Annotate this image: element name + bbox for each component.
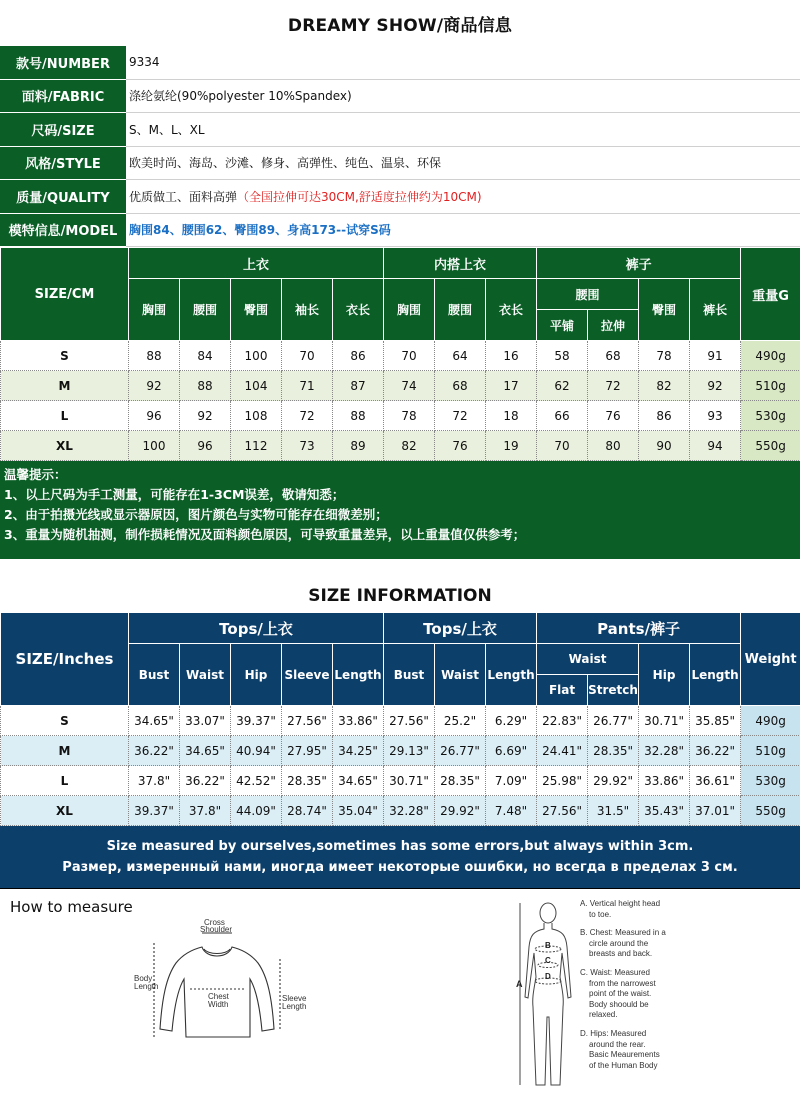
measure-cell: 73 (282, 431, 333, 461)
measure-cell: 27.56" (384, 706, 435, 736)
legend-line: from the narrowest (589, 978, 656, 988)
measure-cell: 27.56" (537, 796, 588, 826)
tips-line: 3、重量为随机抽测，制作损耗情况及面料颜色原因，可导致重量差异，以上重量值仅供参考； (4, 527, 526, 542)
measure-cell: 28.35" (435, 766, 486, 796)
body-letter-c: C (545, 956, 551, 965)
measure-cell: 78 (639, 341, 690, 371)
how-to-measure-title: How to measure (10, 898, 133, 916)
measure-cell: 33.86" (333, 706, 384, 736)
measure-cell: 76 (588, 401, 639, 431)
size-cell: L (1, 766, 129, 796)
measure-cell: 82 (384, 431, 435, 461)
sweater-label-cross: Cross (204, 919, 225, 927)
measure-cell: 58 (537, 341, 588, 371)
group-top-header: 上衣 (129, 248, 384, 279)
weight-cell: 510g (741, 736, 800, 766)
measure-cell: 25.2" (435, 706, 486, 736)
note-en: Size measured by ourselves,sometimes has some errors,but always within 3cm. (106, 839, 694, 854)
col-header: Hip (231, 644, 282, 706)
measure-cell: 34.65" (180, 736, 231, 766)
size-row-l (1, 401, 800, 431)
legend-line: Basic Meaurements (589, 1050, 660, 1060)
info-value: 欧美时尚、海岛、沙滩、修身、高弹性、纯色、温泉、环保 (126, 146, 800, 180)
waist-group-header: 腰围 (537, 279, 639, 310)
size-row-m (1, 371, 800, 401)
size-row-xl (1, 431, 800, 461)
waist-group-header: Waist (537, 644, 639, 675)
measure-cell: 29.92" (435, 796, 486, 826)
measure-cell: 7.48" (486, 796, 537, 826)
measure-cell: 19 (486, 431, 537, 461)
size-cell: L (1, 401, 129, 431)
measure-cell: 100 (129, 431, 180, 461)
measure-cell: 6.29" (486, 706, 537, 736)
legend-item-a (580, 899, 720, 920)
measure-cell: 26.77" (588, 706, 639, 736)
measure-cell: 35.85" (690, 706, 741, 736)
body-letter-d: D (545, 972, 551, 981)
measure-cell: 36.22" (180, 766, 231, 796)
group-inner-header: 内搭上衣 (384, 248, 537, 279)
quality-value: 优质做工、面料高弹 (129, 189, 238, 204)
measure-cell: 71 (282, 371, 333, 401)
info-label: 质量/QUALITY (0, 180, 126, 214)
group-inner-header: Tops/上衣 (384, 613, 537, 644)
col-header: 拉伸 (588, 310, 639, 341)
measure-cell: 35.04" (333, 796, 384, 826)
measure-cell: 93 (690, 401, 741, 431)
measure-cell: 84 (180, 341, 231, 371)
page-title: DREAMY SHOW/商品信息 (287, 15, 513, 36)
sweater-label-body: Body (134, 974, 153, 983)
legend-line: A. Vertical height head (580, 899, 661, 908)
size-row-s (1, 341, 800, 371)
measure-cell: 28.35" (282, 766, 333, 796)
tips-line: 1、以上尺码为手工测量，可能存在1-3CM误差，敬请知悉； (4, 487, 345, 502)
size-row-s (1, 706, 800, 736)
weight-cell: 490g (741, 341, 800, 371)
measure-cell: 70 (384, 341, 435, 371)
size-inch-header: SIZE/Inches (1, 613, 129, 706)
legend-line: C. Waist: Measured (580, 967, 650, 977)
measure-cell: 112 (231, 431, 282, 461)
sweater-label-sleeve-length: Length (282, 1002, 307, 1011)
measure-cell: 30.71" (639, 706, 690, 736)
col-header: Sleeve (282, 644, 333, 706)
weight-cell: 510g (741, 371, 800, 401)
measure-cell: 89 (333, 431, 384, 461)
measure-cell: 96 (129, 401, 180, 431)
size-note (0, 826, 800, 888)
size-cell: S (1, 706, 129, 736)
measure-cell: 37.01" (690, 796, 741, 826)
weight-cell: 550g (741, 796, 800, 826)
measure-cell: 64 (435, 341, 486, 371)
legend-line: to toe. (589, 909, 612, 919)
info-row-style (0, 146, 800, 180)
legend-line: point of the waist. (589, 989, 652, 999)
measure-cell: 78 (384, 401, 435, 431)
measure-cell: 42.52" (231, 766, 282, 796)
measure-cell: 86 (333, 341, 384, 371)
info-row-model (0, 213, 800, 247)
legend-item-b (580, 928, 720, 960)
info-row-quality (0, 180, 800, 214)
measure-cell: 26.77" (435, 736, 486, 766)
inch-size-table (0, 612, 800, 826)
quality-note: （全国拉伸可达30CM,舒适度拉伸约为10CM) (237, 189, 482, 204)
measure-cell: 7.09" (486, 766, 537, 796)
size-cell: XL (1, 796, 129, 826)
measure-cell: 34.25" (333, 736, 384, 766)
measure-cell: 24.41" (537, 736, 588, 766)
measure-cell: 36.22" (690, 736, 741, 766)
info-value: 涤纶氨纶(90%polyester 10%Spandex) (126, 79, 800, 113)
measure-cell: 36.61" (690, 766, 741, 796)
sweater-diagram (132, 919, 322, 1059)
legend-item-d (580, 1029, 720, 1071)
body-letter-b: B (545, 941, 551, 950)
body-diagram (512, 897, 582, 1097)
legend-line: D. Hips: Measured (580, 1028, 647, 1038)
size-cell: XL (1, 431, 129, 461)
tips-line: 2、由于拍摄光线或显示器原因，图片颜色与实物可能存在细微差别； (4, 507, 388, 522)
measure-cell: 27.95" (282, 736, 333, 766)
col-header: 胸围 (129, 279, 180, 341)
measure-cell: 33.86" (639, 766, 690, 796)
size-cell: S (1, 341, 129, 371)
measure-cell: 91 (690, 341, 741, 371)
sweater-label-length: Length (134, 982, 159, 991)
col-header: Flat (537, 675, 588, 706)
sweater-label-shoulder: Shoulder (200, 925, 233, 934)
size-info-title: SIZE INFORMATION (308, 586, 492, 606)
info-row-number (0, 46, 800, 79)
measure-cell: 22.83" (537, 706, 588, 736)
info-label: 模特信息/MODEL (0, 213, 126, 247)
cm-size-table (0, 247, 800, 461)
measure-cell: 39.37" (231, 706, 282, 736)
col-header: 臀围 (231, 279, 282, 341)
col-header: Waist (180, 644, 231, 706)
legend-line: circle around the (589, 938, 649, 948)
product-info-table (0, 46, 800, 247)
col-header: 臀围 (639, 279, 690, 341)
sweater-label-sleeve: Sleeve (282, 994, 307, 1003)
legend-line: B. Chest: Measured in a (580, 928, 666, 938)
info-label: 风格/STYLE (0, 146, 126, 180)
col-header: Stretch (588, 675, 639, 706)
col-header: 腰围 (180, 279, 231, 341)
weight-cell: 530g (741, 401, 800, 431)
measure-cell: 35.43" (639, 796, 690, 826)
col-header: 胸围 (384, 279, 435, 341)
sweater-label-width: Width (208, 1000, 229, 1009)
measure-cell: 34.65" (129, 706, 180, 736)
measure-cell: 44.09" (231, 796, 282, 826)
size-cell: M (1, 371, 129, 401)
measure-cell: 66 (537, 401, 588, 431)
col-header: Waist (435, 644, 486, 706)
measure-cell: 37.8" (180, 796, 231, 826)
col-header: Length (486, 644, 537, 706)
col-header: 衣长 (486, 279, 537, 341)
body-letter-a: A (516, 979, 523, 989)
info-row-fabric (0, 79, 800, 113)
measure-cell: 100 (231, 341, 282, 371)
measure-cell: 34.65" (333, 766, 384, 796)
info-value: S、M、L、XL (126, 113, 800, 147)
measure-cell: 88 (129, 341, 180, 371)
measure-cell: 28.35" (588, 736, 639, 766)
size-row-xl (1, 796, 800, 826)
measure-cell: 25.98" (537, 766, 588, 796)
size-row-l (1, 766, 800, 796)
size-cm-header: SIZE/CM (1, 248, 129, 341)
col-header: Length (333, 644, 384, 706)
measure-cell: 16 (486, 341, 537, 371)
measure-cell: 88 (333, 401, 384, 431)
measure-cell: 68 (588, 341, 639, 371)
weight-cell: 530g (741, 766, 800, 796)
weight-cell: 490g (741, 706, 800, 736)
legend-line: relaxed. (589, 1010, 618, 1020)
col-header: 裤长 (690, 279, 741, 341)
how-to-measure-section (0, 888, 800, 1103)
col-header: 腰围 (435, 279, 486, 341)
info-label: 尺码/SIZE (0, 113, 126, 147)
measure-legend (580, 899, 720, 1071)
col-header: Bust (129, 644, 180, 706)
measure-cell: 37.8" (129, 766, 180, 796)
measure-cell: 82 (639, 371, 690, 401)
measure-cell: 72 (588, 371, 639, 401)
measure-cell: 88 (180, 371, 231, 401)
measure-cell: 28.74" (282, 796, 333, 826)
measure-cell: 36.22" (129, 736, 180, 766)
col-header: Hip (639, 644, 690, 706)
info-value: 9334 (126, 46, 800, 79)
tips-box (0, 461, 800, 559)
measure-cell: 92 (690, 371, 741, 401)
weight-header: 重量G (741, 248, 800, 341)
measure-cell: 104 (231, 371, 282, 401)
measure-cell: 80 (588, 431, 639, 461)
measure-cell: 96 (180, 431, 231, 461)
sweater-label-chest: Chest (208, 992, 229, 1001)
size-row-m (1, 736, 800, 766)
measure-cell: 6.69" (486, 736, 537, 766)
measure-cell: 108 (231, 401, 282, 431)
measure-cell: 76 (435, 431, 486, 461)
measure-cell: 17 (486, 371, 537, 401)
weight-header: Weight (741, 613, 800, 706)
measure-cell: 40.94" (231, 736, 282, 766)
measure-cell: 29.92" (588, 766, 639, 796)
measure-cell: 72 (282, 401, 333, 431)
info-label: 面料/FABRIC (0, 79, 126, 113)
measure-cell: 74 (384, 371, 435, 401)
tips-heading: 温馨提示： (4, 467, 67, 482)
size-cell: M (1, 736, 129, 766)
measure-cell: 32.28" (639, 736, 690, 766)
info-label: 款号/NUMBER (0, 46, 126, 79)
group-top-header: Tops/上衣 (129, 613, 384, 644)
measure-cell: 70 (282, 341, 333, 371)
legend-line: around the rear. (589, 1039, 646, 1049)
measure-cell: 18 (486, 401, 537, 431)
measure-cell: 62 (537, 371, 588, 401)
measure-cell: 27.56" (282, 706, 333, 736)
measure-cell: 87 (333, 371, 384, 401)
col-header: Bust (384, 644, 435, 706)
measure-cell: 92 (129, 371, 180, 401)
legend-item-c (580, 968, 720, 1021)
group-pants-header: 裤子 (537, 248, 741, 279)
measure-cell: 32.28" (384, 796, 435, 826)
measure-cell: 29.13" (384, 736, 435, 766)
measure-cell: 72 (435, 401, 486, 431)
info-value (126, 180, 800, 214)
legend-line: breasts and back. (589, 949, 653, 959)
group-pants-header: Pants/裤子 (537, 613, 741, 644)
col-header: 平铺 (537, 310, 588, 341)
measure-cell: 90 (639, 431, 690, 461)
legend-line: Body shoould be (589, 999, 649, 1009)
measure-cell: 39.37" (129, 796, 180, 826)
col-header: Length (690, 644, 741, 706)
info-value: 胸围84、腰围62、臀围89、身高173--试穿S码 (126, 213, 800, 247)
measure-cell: 68 (435, 371, 486, 401)
weight-cell: 550g (741, 431, 800, 461)
col-header: 袖长 (282, 279, 333, 341)
measure-cell: 30.71" (384, 766, 435, 796)
col-header: 衣长 (333, 279, 384, 341)
measure-cell: 33.07" (180, 706, 231, 736)
note-ru: Размер, измеренный нами, иногда имеет некоторые ошибки, но всегда в пределах 3 см. (62, 860, 738, 875)
measure-cell: 86 (639, 401, 690, 431)
measure-cell: 31.5" (588, 796, 639, 826)
legend-line: of the Human Body (589, 1060, 658, 1070)
measure-cell: 92 (180, 401, 231, 431)
measure-cell: 70 (537, 431, 588, 461)
measure-cell: 94 (690, 431, 741, 461)
info-row-size (0, 113, 800, 147)
